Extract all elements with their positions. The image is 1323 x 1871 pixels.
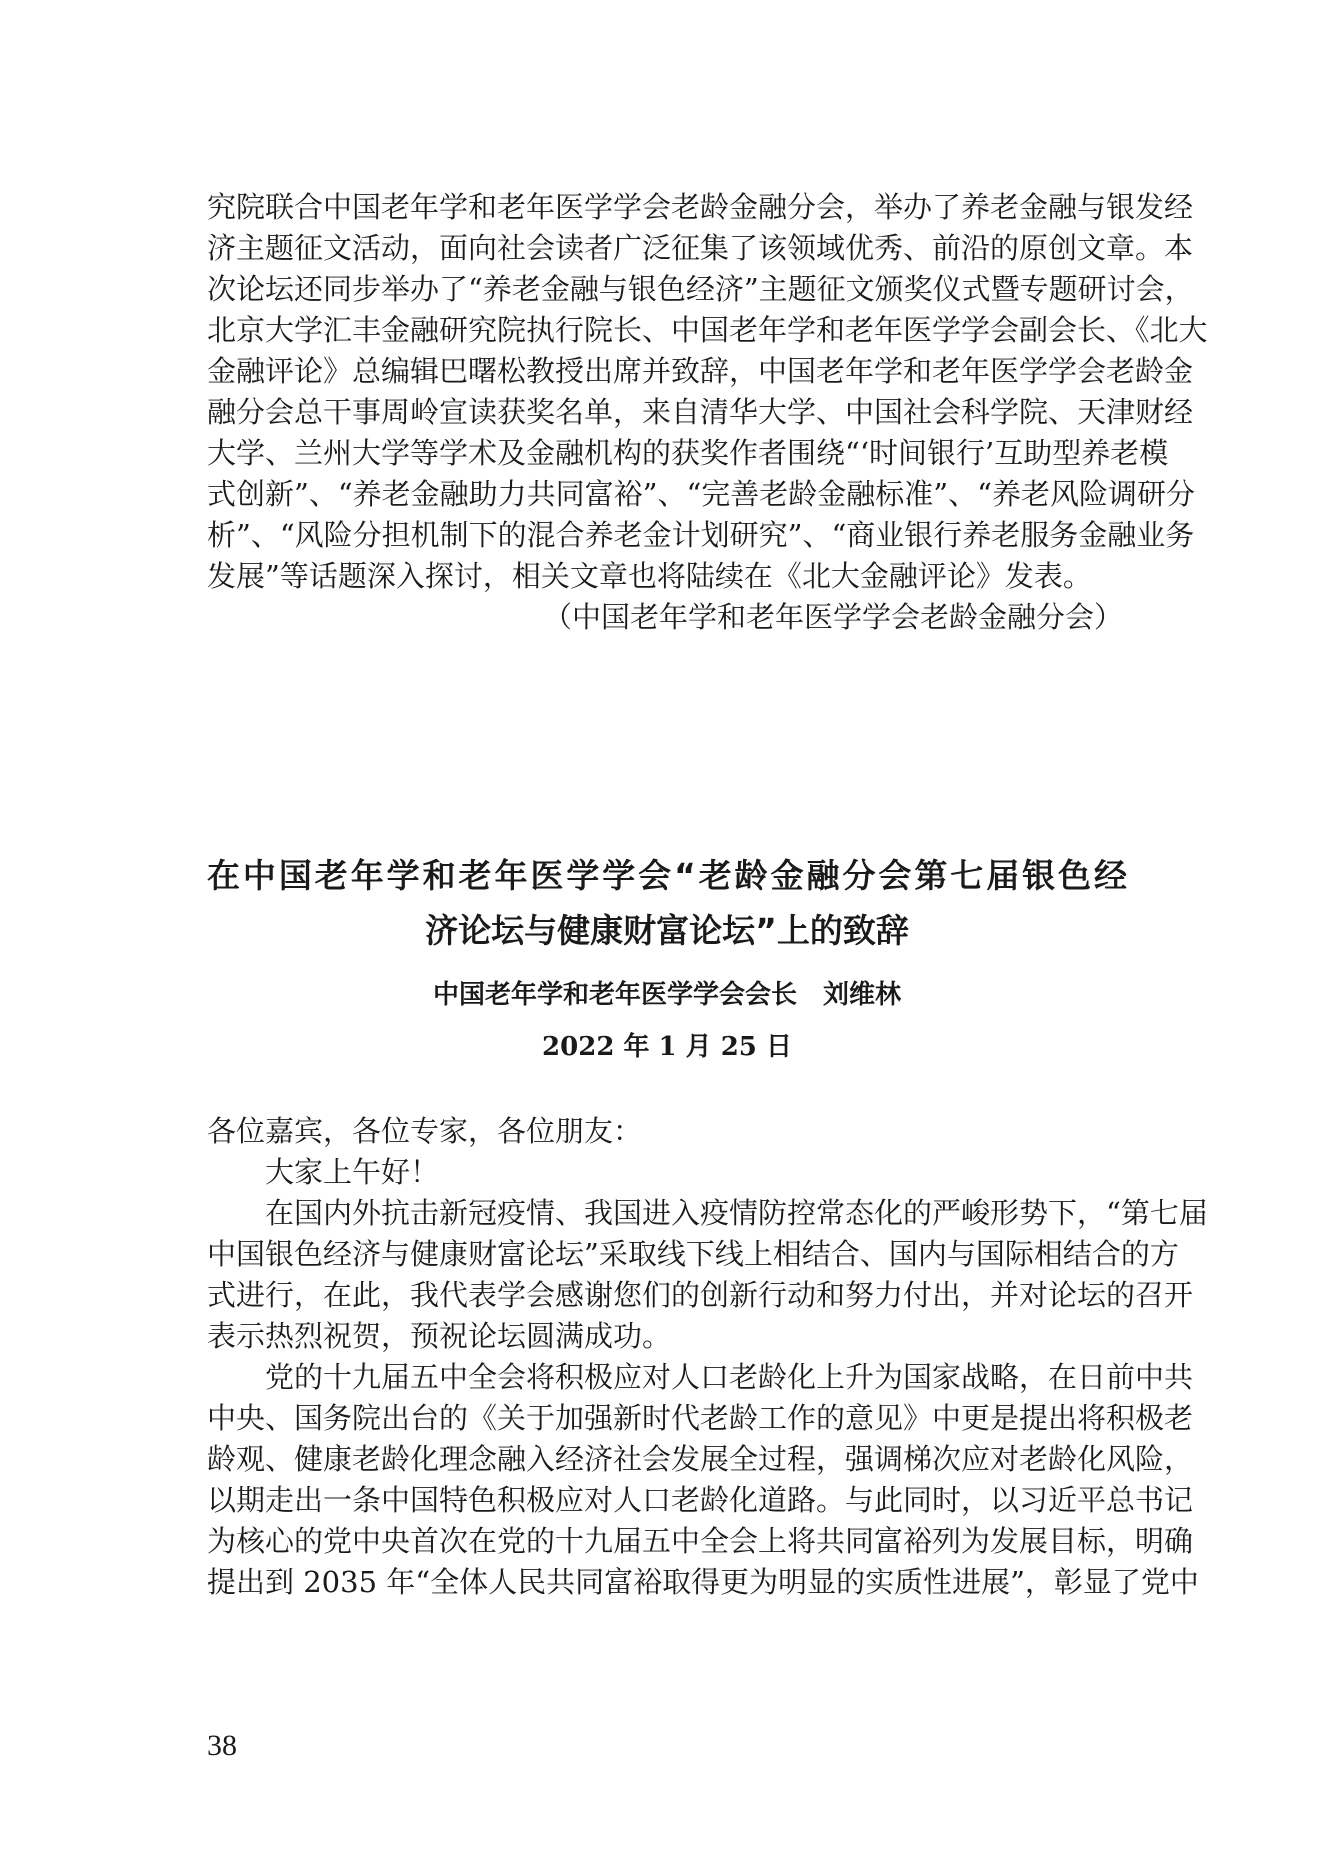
text-line: 析”、“风险分担机制下的混合养老金计划研究”、“商业银行养老服务金融业务	[207, 518, 1195, 552]
text-line: 究院联合中国老年学和老年医学学会老龄金融分会，举办了养老金融与银发经	[207, 190, 1194, 224]
article-date: 2022 年 1 月 25 日	[542, 1032, 792, 1062]
page-number: 38	[207, 1729, 237, 1762]
text-line: 在国内外抗击新冠疫情、我国进入疫情防控常态化的严峻形势下，“第七届	[265, 1196, 1208, 1230]
article-title-line: 在中国老年学和老年医学学会“老龄金融分会第七届银色经	[207, 856, 1127, 895]
text-line: 提出到 2035 年“全体人民共同富裕取得更为明显的实质性进展”，彰显了党中	[207, 1565, 1199, 1599]
news-report-paragraph	[207, 187, 1208, 638]
article-author: 中国老年学和老年医学学会会长 刘维林	[432, 980, 901, 1010]
speech-paragraph	[207, 1357, 1199, 1603]
speech-paragraph	[207, 1193, 1208, 1357]
text-line: 式创新”、“养老金融助力共同富裕”、“完善老龄金融标准”、“养老风险调研分	[207, 477, 1195, 511]
text-line: 表示热烈祝贺，预祝论坛圆满成功。	[207, 1319, 672, 1353]
text-line: 为核心的党中央首次在党的十九届五中全会上将共同富裕列为发展目标，明确	[207, 1524, 1194, 1558]
text-line: 龄观、健康老龄化理念融入经济社会发展全过程，强调梯次应对老龄化风险，	[207, 1442, 1194, 1476]
source-attribution: （中国老年学和老年医学学会老龄金融分会）	[542, 600, 1123, 634]
speech-body	[207, 1111, 1208, 1603]
article-title-line: 济论坛与健康财富论坛”上的致辞	[425, 911, 909, 950]
text-line: 发展”等话题深入探讨，相关文章也将陆续在《北大金融评论》发表。	[207, 559, 1092, 593]
text-line: 式进行，在此，我代表学会感谢您们的创新行动和努力付出，并对论坛的召开	[207, 1278, 1194, 1312]
greeting: 大家上午好！	[265, 1155, 440, 1189]
text-line: 次论坛还同步举办了“养老金融与银色经济”主题征文颁奖仪式暨专题研讨会，	[207, 272, 1194, 306]
text-line: 中央、国务院出台的《关于加强新时代老龄工作的意见》中更是提出将积极老	[207, 1401, 1194, 1435]
text-line: 北京大学汇丰金融研究院执行院长、中国老年学和老年医学学会副会长、《北大	[207, 313, 1208, 347]
text-line: 大学、兰州大学等学术及金融机构的获奖作者围绕“‘时间银行’互助型养老模	[207, 436, 1169, 470]
text-line: 济主题征文活动，面向社会读者广泛征集了该领域优秀、前沿的原创文章。本	[207, 231, 1194, 265]
article-title	[207, 848, 1127, 958]
text-line: 融分会总干事周岭宣读获奖名单，来自清华大学、中国社会科学院、天津财经	[207, 395, 1194, 429]
text-line: 以期走出一条中国特色积极应对人口老龄化道路。与此同时，以习近平总书记	[207, 1483, 1194, 1517]
text-line: 中国银色经济与健康财富论坛”采取线下线上相结合、国内与国际相结合的方	[207, 1237, 1179, 1271]
salutation: 各位嘉宾，各位专家，各位朋友：	[207, 1114, 643, 1148]
text-line: 金融评论》总编辑巴曙松教授出席并致辞，中国老年学和老年医学学会老龄金	[207, 354, 1194, 388]
text-line: 党的十九届五中全会将积极应对人口老龄化上升为国家战略，在日前中共	[265, 1360, 1194, 1394]
